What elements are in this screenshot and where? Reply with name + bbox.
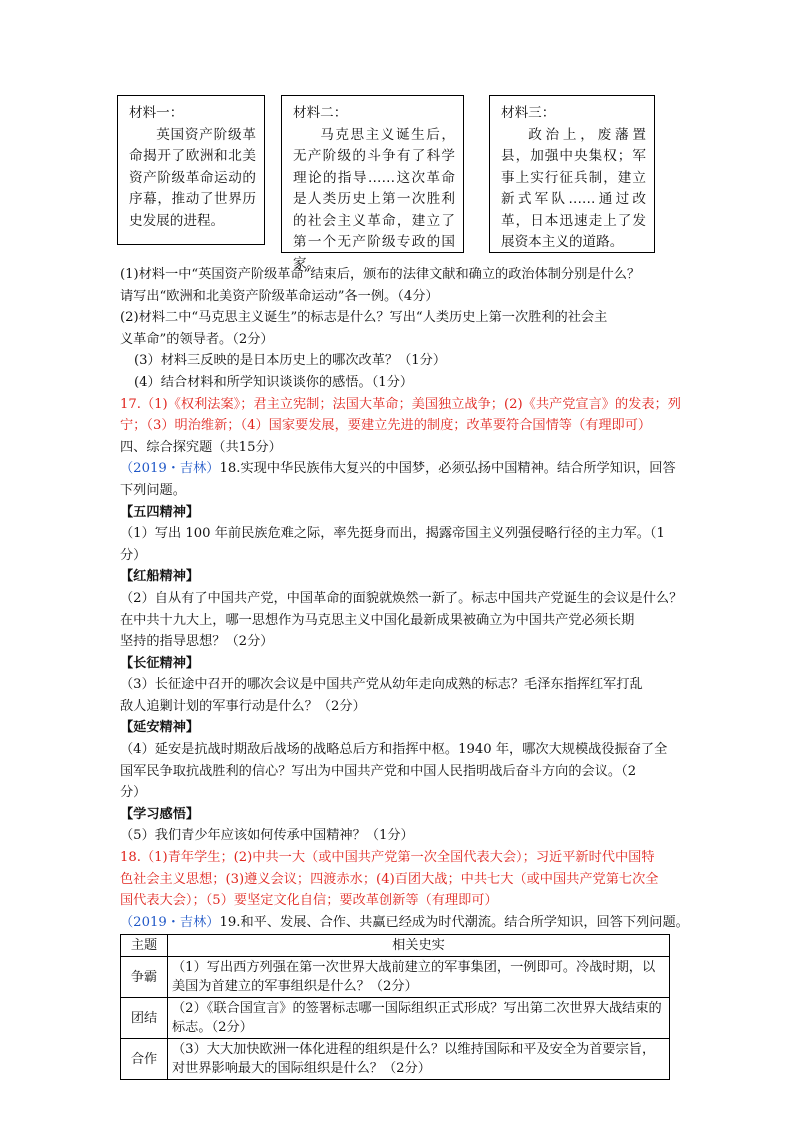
q18-part2-line2: 在中共十九大上，哪一思想作为马克思主义中国化最新成果被确立为中国共产党必须长期 (120, 612, 635, 628)
q19-intro-text: 19.和平、发展、合作、共赢已经成为时代潮流。结合所学知识，回答下列问题。 (219, 914, 689, 930)
q17-part1-line1: (1)材料一中“英国资产阶级革命”结束后，颁布的法律文献和确立的政治体制分别是什么？ (120, 267, 641, 282)
heading-changzheng: 【长征精神】 (120, 655, 200, 671)
q18-part4-line2: 国军民争取抗战胜利的信心？写出为中国共产党和中国人民指明战后奋斗方向的会议。（2 (120, 763, 637, 779)
q18-part3-line2: 敌人追剿计划的军事行动是什么？（2分） (120, 698, 366, 714)
q18-part4-line3: 分） (120, 785, 147, 801)
heading-hongchuan: 【红船精神】 (120, 569, 200, 585)
table-row (121, 1039, 670, 1080)
q18-part2-line3: 坚持的指导思想？（2分） (120, 634, 274, 650)
q18-part1-line2: 分） (120, 547, 147, 563)
q18-intro-line2: 下列问题。 (120, 482, 186, 498)
material-2-box (281, 95, 464, 272)
material-text: 政治上，废藩置县，加强中央集权；军事上实行征兵制，建立新式军队……通过改革，日本迅速走上了发展资本主义的道路。 (501, 126, 646, 250)
table-row (121, 998, 670, 1039)
q17-part2-line1: (2)材料二中“马克思主义诞生”的标志是什么？写出“人类历史上第一次胜利的社会主 (120, 310, 608, 326)
q18-part3-line1: （3）长征途中召开的哪次会议是中国共产党从幼年走向成熟的标志？毛泽东指挥红军打乱 (120, 677, 643, 693)
q18-part2-line1: （2）自从有了中国共产党，中国革命的面貌就焕然一新了。标志中国共产党诞生的会议是什么？ (120, 590, 683, 606)
q18-part1-line1: （1）写出 100 年前民族危难之际，率先挺身而出，揭露帝国主义列强侵略行径的主力军。（1 (120, 526, 665, 542)
table-cell-theme: 争霸 (121, 957, 168, 998)
q17-part2-line2: 义革命”的领导者。（2分） (120, 331, 274, 347)
material-text: 英国资产阶级革命揭开了欧洲和北美资产阶级革命运动的序幕，推动了世界历史发展的进程。 (129, 126, 256, 229)
material-text: 马克思主义诞生后，无产阶级的斗争有了科学理论的指导……这次革命是人类历史上第一次胜利的社会主义革命，建立了第一个无产阶级专政的国家。 (293, 126, 455, 272)
material-title: 材料一： (129, 105, 184, 121)
table-header-row (121, 935, 670, 957)
q18-answer-line1: 18.（1)青年学生；(2)中共一大（或中国共产党第一次全国代表大会）；习近平新时代中国特 (120, 850, 655, 866)
table-cell-theme: 团结 (121, 998, 168, 1039)
q17-part3: (3）材料三反映的是日本历史上的哪次改革？（1分） (134, 353, 447, 369)
document-body (120, 264, 689, 1080)
q19-source: （2019・吉林） (120, 914, 220, 930)
material-title: 材料二： (293, 105, 348, 121)
q18-part5: （5）我们青少年应该如何传承中国精神？（1分） (120, 828, 414, 844)
history-facts-table (120, 934, 670, 1080)
table-header-facts: 相关史实 (168, 935, 670, 957)
table-row (121, 957, 670, 998)
table-cell-fact: （2）《联合国宣言》的签署标志哪一国际组织正式形成？写出第二次世界大战结束的标志。（2分） (168, 998, 670, 1039)
table-header-theme: 主题 (121, 935, 168, 957)
table-cell-theme: 合作 (121, 1039, 168, 1080)
material-1-box (117, 95, 265, 245)
heading-ganwu: 【学习感悟】 (120, 806, 200, 822)
q19-intro-line (120, 912, 689, 934)
table-cell-fact: （1）写出西方列强在第一次世界大战前建立的军事集团，一例即可。冷战时期，以美国为首建立的军事组织是什么？（2分） (168, 957, 670, 998)
material-title: 材料三： (501, 105, 556, 121)
q17-answer-line2: 宁；（3）明治维新；（4）国家要发展，要建立先进的制度；改革要符合国情等（有理即可） (120, 418, 652, 434)
q18-part4-line1: （4）延安是抗战时期敌后战场的战略总后方和指挥中枢。1940 年，哪次大规模战役振奋了全 (120, 742, 668, 758)
table-cell-fact: （3）大大加快欧洲一体化进程的组织是什么？以维持国际和平及安全为首要宗旨，对世界影响最大的国际组织是什么？（2分） (168, 1039, 670, 1080)
q17-answer-line1: 17.（1)《权利法案》；君主立宪制；法国大革命；美国独立战争；(2)《共产党宣言》的发表；列 (120, 396, 681, 412)
section-heading: 四、综合探究题（共15分） (120, 439, 282, 455)
q17-part1-line2: 请写出“欧洲和北美资产阶级革命运动”各一例。（4分） (120, 288, 439, 304)
heading-yanan: 【延安精神】 (120, 720, 200, 736)
q18-answer-line2: 色社会主义思想；(3)遵义会议；四渡赤水；(4)百团大战；中共七大（或中国共产党第七次全 (120, 871, 659, 887)
q18-intro-line1 (120, 458, 682, 480)
heading-wusi: 【五四精神】 (120, 504, 200, 520)
q18-answer-line3: 国代表大会）；（5）要坚定文化自信；要改革创新等（有理即可） (120, 893, 498, 909)
q18-source: （2019・吉林） (120, 461, 220, 477)
q18-intro-text: 18.实现中华民族伟大复兴的中国梦，必须弘扬中国精神。结合所学知识，回答 (219, 461, 676, 477)
material-3-box (489, 95, 655, 253)
q17-part4: (4）结合材料和所学知识谈谈你的感悟。（1分） (134, 374, 414, 390)
